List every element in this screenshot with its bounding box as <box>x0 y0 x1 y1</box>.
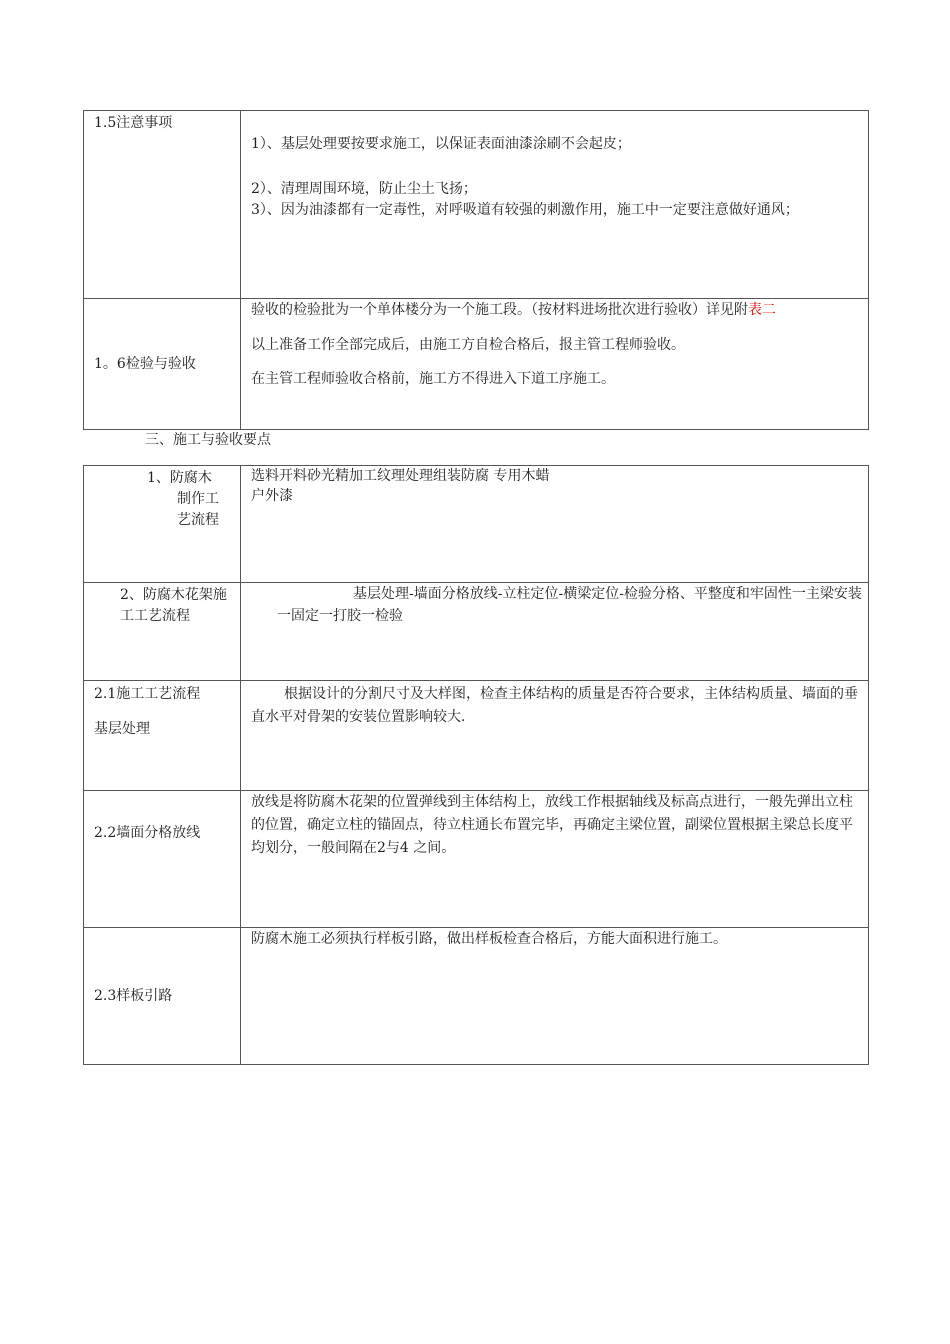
row-label: 2.1施工工艺流程 <box>94 686 201 702</box>
row-label: 2.3样板引路 <box>94 988 173 1004</box>
table-row <box>84 111 869 299</box>
row-content-cell <box>241 299 869 430</box>
row-label-cell <box>84 466 241 583</box>
row-content-cell <box>241 583 869 681</box>
row-label-cell <box>84 111 241 299</box>
notice-item: 2）、清理周围环境，防止尘土飞扬； <box>251 181 477 197</box>
row-label: 1。6检验与验收 <box>94 356 196 372</box>
table-row <box>84 583 869 681</box>
row-label-cell <box>84 681 241 791</box>
section-title: 三、施工与验收要点 <box>145 432 271 448</box>
row-content-cell <box>241 791 869 928</box>
process-text: 放线是将防腐木花架的位置弹线到主体结构上，放线工作根据轴线及标高点进行，一般先弹出立柱的位置，确定立柱的锚固点，待立柱通长布置完毕，再确定主梁位置，副梁位置根据主梁总长度平均划分，一般间隔在2与4 之间。 <box>251 794 853 856</box>
table-row <box>84 791 869 928</box>
table-row <box>84 928 869 1065</box>
notice-item: 1）、基层处理要按要求施工，以保证表面油漆涂刷不会起皮； <box>251 136 631 152</box>
row-label-cell <box>84 791 241 928</box>
row-label: 1.5注意事项 <box>94 115 173 131</box>
row-content-cell <box>241 111 869 299</box>
row-label: 1、防腐木 <box>147 470 212 486</box>
process-text: 防腐木施工必须执行样板引路，做出样板检查合格后，方能大面积进行施工。 <box>251 931 727 947</box>
row-label: 艺流程 <box>177 512 219 528</box>
notice-item: 3）、因为油漆都有一定毒性，对呼吸道有较强的刺激作用，施工中一定要注意做好通风； <box>251 202 799 218</box>
row-content-cell <box>241 466 869 583</box>
process-text: 选料开料砂光精加工纹理处理组装防腐 专用木蜡户外漆 <box>251 468 550 504</box>
table-reference-link[interactable]: 表二 <box>748 302 776 318</box>
construction-table <box>83 465 869 1065</box>
row-label: 2、防腐木花架施 <box>120 587 227 603</box>
acceptance-line: 以上准备工作全部完成后，由施工方自检合格后，报主管工程师验收。 <box>251 337 685 353</box>
process-text: 基层处理-墙面分格放线-立柱定位-横梁定位-检验分格、平整度和牢固性一主梁安装一固定一打胶一检验 <box>277 586 862 624</box>
acceptance-line: 在主管工程师验收合格前，施工方不得进入下道工序施工。 <box>251 371 615 387</box>
acceptance-text: 验收的检验批为一个单体楼分为一个施工段。（按材料进场批次进行验收）详见附 <box>251 302 748 318</box>
inspection-table <box>83 110 869 430</box>
row-label: 工工艺流程 <box>120 608 190 624</box>
table-row <box>84 466 869 583</box>
row-content-cell <box>241 928 869 1065</box>
row-content-cell <box>241 681 869 791</box>
row-label: 基层处理 <box>94 721 150 737</box>
table-row <box>84 681 869 791</box>
row-label-cell <box>84 299 241 430</box>
process-text: 根据设计的分割尺寸及大样图，检查主体结构的质量是否符合要求，主体结构质量、墙面的垂直水平对骨架的安装位置影响较大. <box>251 686 858 725</box>
row-label: 2.2墙面分格放线 <box>94 825 201 841</box>
table-row <box>84 299 869 430</box>
row-label-cell <box>84 583 241 681</box>
row-label: 制作工 <box>177 491 219 507</box>
acceptance-line <box>251 299 866 322</box>
row-label-cell <box>84 928 241 1065</box>
